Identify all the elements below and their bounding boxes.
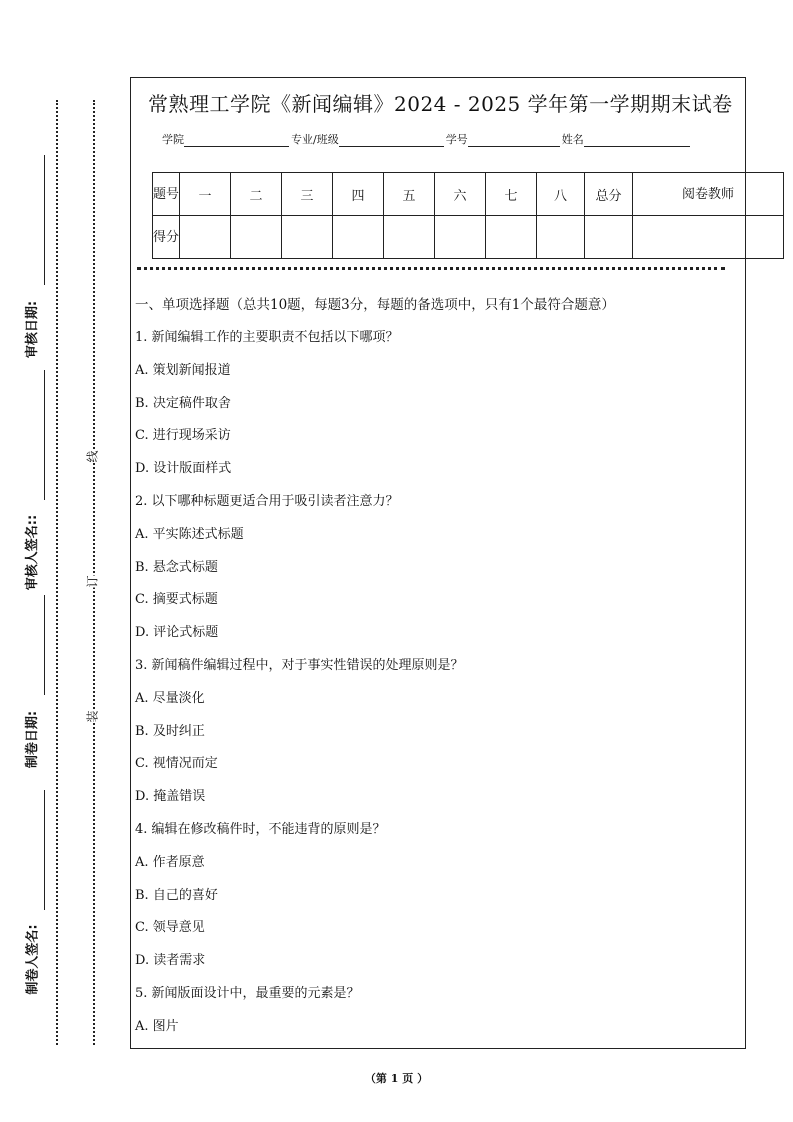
college-field[interactable] [184,132,289,147]
col-head: 总分 [585,173,633,216]
score-cell[interactable] [333,216,384,259]
binding-mark-staple: 订 [85,575,100,588]
binding-dotted-line [56,100,58,1045]
preparer-signature-label: 制卷人签名: [25,924,41,995]
col-head: 八 [537,173,585,216]
answer-option: A. 策划新闻报道 [135,362,231,378]
answer-option: B. 自己的喜好 [135,887,218,903]
answer-option: A. 图片 [135,1018,179,1034]
col-head: 一 [180,173,231,216]
answer-option: B. 悬念式标题 [135,559,218,575]
score-cell[interactable] [537,216,585,259]
signature-line [44,370,45,500]
question-stem: 5. 新闻版面设计中，最重要的元素是？ [135,986,360,1001]
row-head-score: 得分 [153,216,180,259]
col-head: 二 [231,173,282,216]
binding-mark-bind: 装 [85,710,100,723]
signature-line [44,790,45,910]
answer-option: C. 视情况而定 [135,756,218,772]
row-head-question: 题号 [153,173,180,216]
name-field[interactable] [584,132,690,147]
answer-option: A. 作者原意 [135,854,205,870]
signature-line [44,155,45,285]
answer-option: C. 领导意见 [135,920,205,936]
score-table-header-row [153,173,784,216]
name-label: 姓名 [561,133,584,146]
score-cell[interactable] [384,216,435,259]
review-date-label: 审核日期: [25,300,41,359]
answer-option: C. 摘要式标题 [135,592,218,608]
exam-title: 常熟理工学院《新闻编辑》2024 - 2025 学年第一学期期末试卷 [148,92,733,116]
answer-option: A. 平实陈述式标题 [135,526,244,542]
prepare-date-label: 制卷日期: [25,710,41,769]
score-cell[interactable] [435,216,486,259]
answer-option: D. 设计版面样式 [135,461,232,477]
score-cell[interactable] [585,216,633,259]
college-label: 学院 [162,133,184,146]
col-head: 三 [282,173,333,216]
answer-option: D. 掩盖错误 [135,789,206,805]
score-row [153,216,784,259]
answer-option: D. 评论式标题 [135,625,219,641]
col-head: 五 [384,173,435,216]
binding-mark-line: 线 [85,450,100,463]
dotted-separator [137,267,725,270]
question-stem: 4. 编辑在修改稿件时，不能违背的原则是？ [135,822,386,837]
col-head: 四 [333,173,384,216]
score-cell[interactable] [633,216,784,259]
id-label: 学号 [445,133,468,146]
id-field[interactable] [468,132,560,147]
col-head: 六 [435,173,486,216]
binding-dotted-line [93,100,95,1045]
major-label: 专业/班级 [291,133,339,146]
student-info [162,131,692,147]
answer-option: D. 读者需求 [135,953,206,969]
score-table [152,172,784,259]
question-stem: 3. 新闻稿件编辑过程中，对于事实性错误的处理原则是？ [135,658,464,673]
answer-option: C. 进行现场采访 [135,428,231,444]
answer-option: A. 尽量淡化 [135,690,205,706]
col-head: 阅卷教师 [633,173,784,216]
major-field[interactable] [339,132,444,147]
answer-option: B. 决定稿件取舍 [135,395,231,411]
question-stem: 1. 新闻编辑工作的主要职责不包括以下哪项？ [135,330,399,345]
page-footer: （第 1 页 ） [364,1072,429,1085]
section-heading: 一、单项选择题（总共10题，每题3分，每题的备选项中，只有1个最符合题意） [135,297,615,313]
score-cell[interactable] [486,216,537,259]
signature-line [44,595,45,695]
answer-option: B. 及时纠正 [135,723,205,739]
reviewer-signature-label: 审核人签名:: [25,514,41,591]
score-cell[interactable] [231,216,282,259]
score-cell[interactable] [282,216,333,259]
question-stem: 2. 以下哪种标题更适合用于吸引读者注意力？ [135,494,399,509]
score-cell[interactable] [180,216,231,259]
col-head: 七 [486,173,537,216]
